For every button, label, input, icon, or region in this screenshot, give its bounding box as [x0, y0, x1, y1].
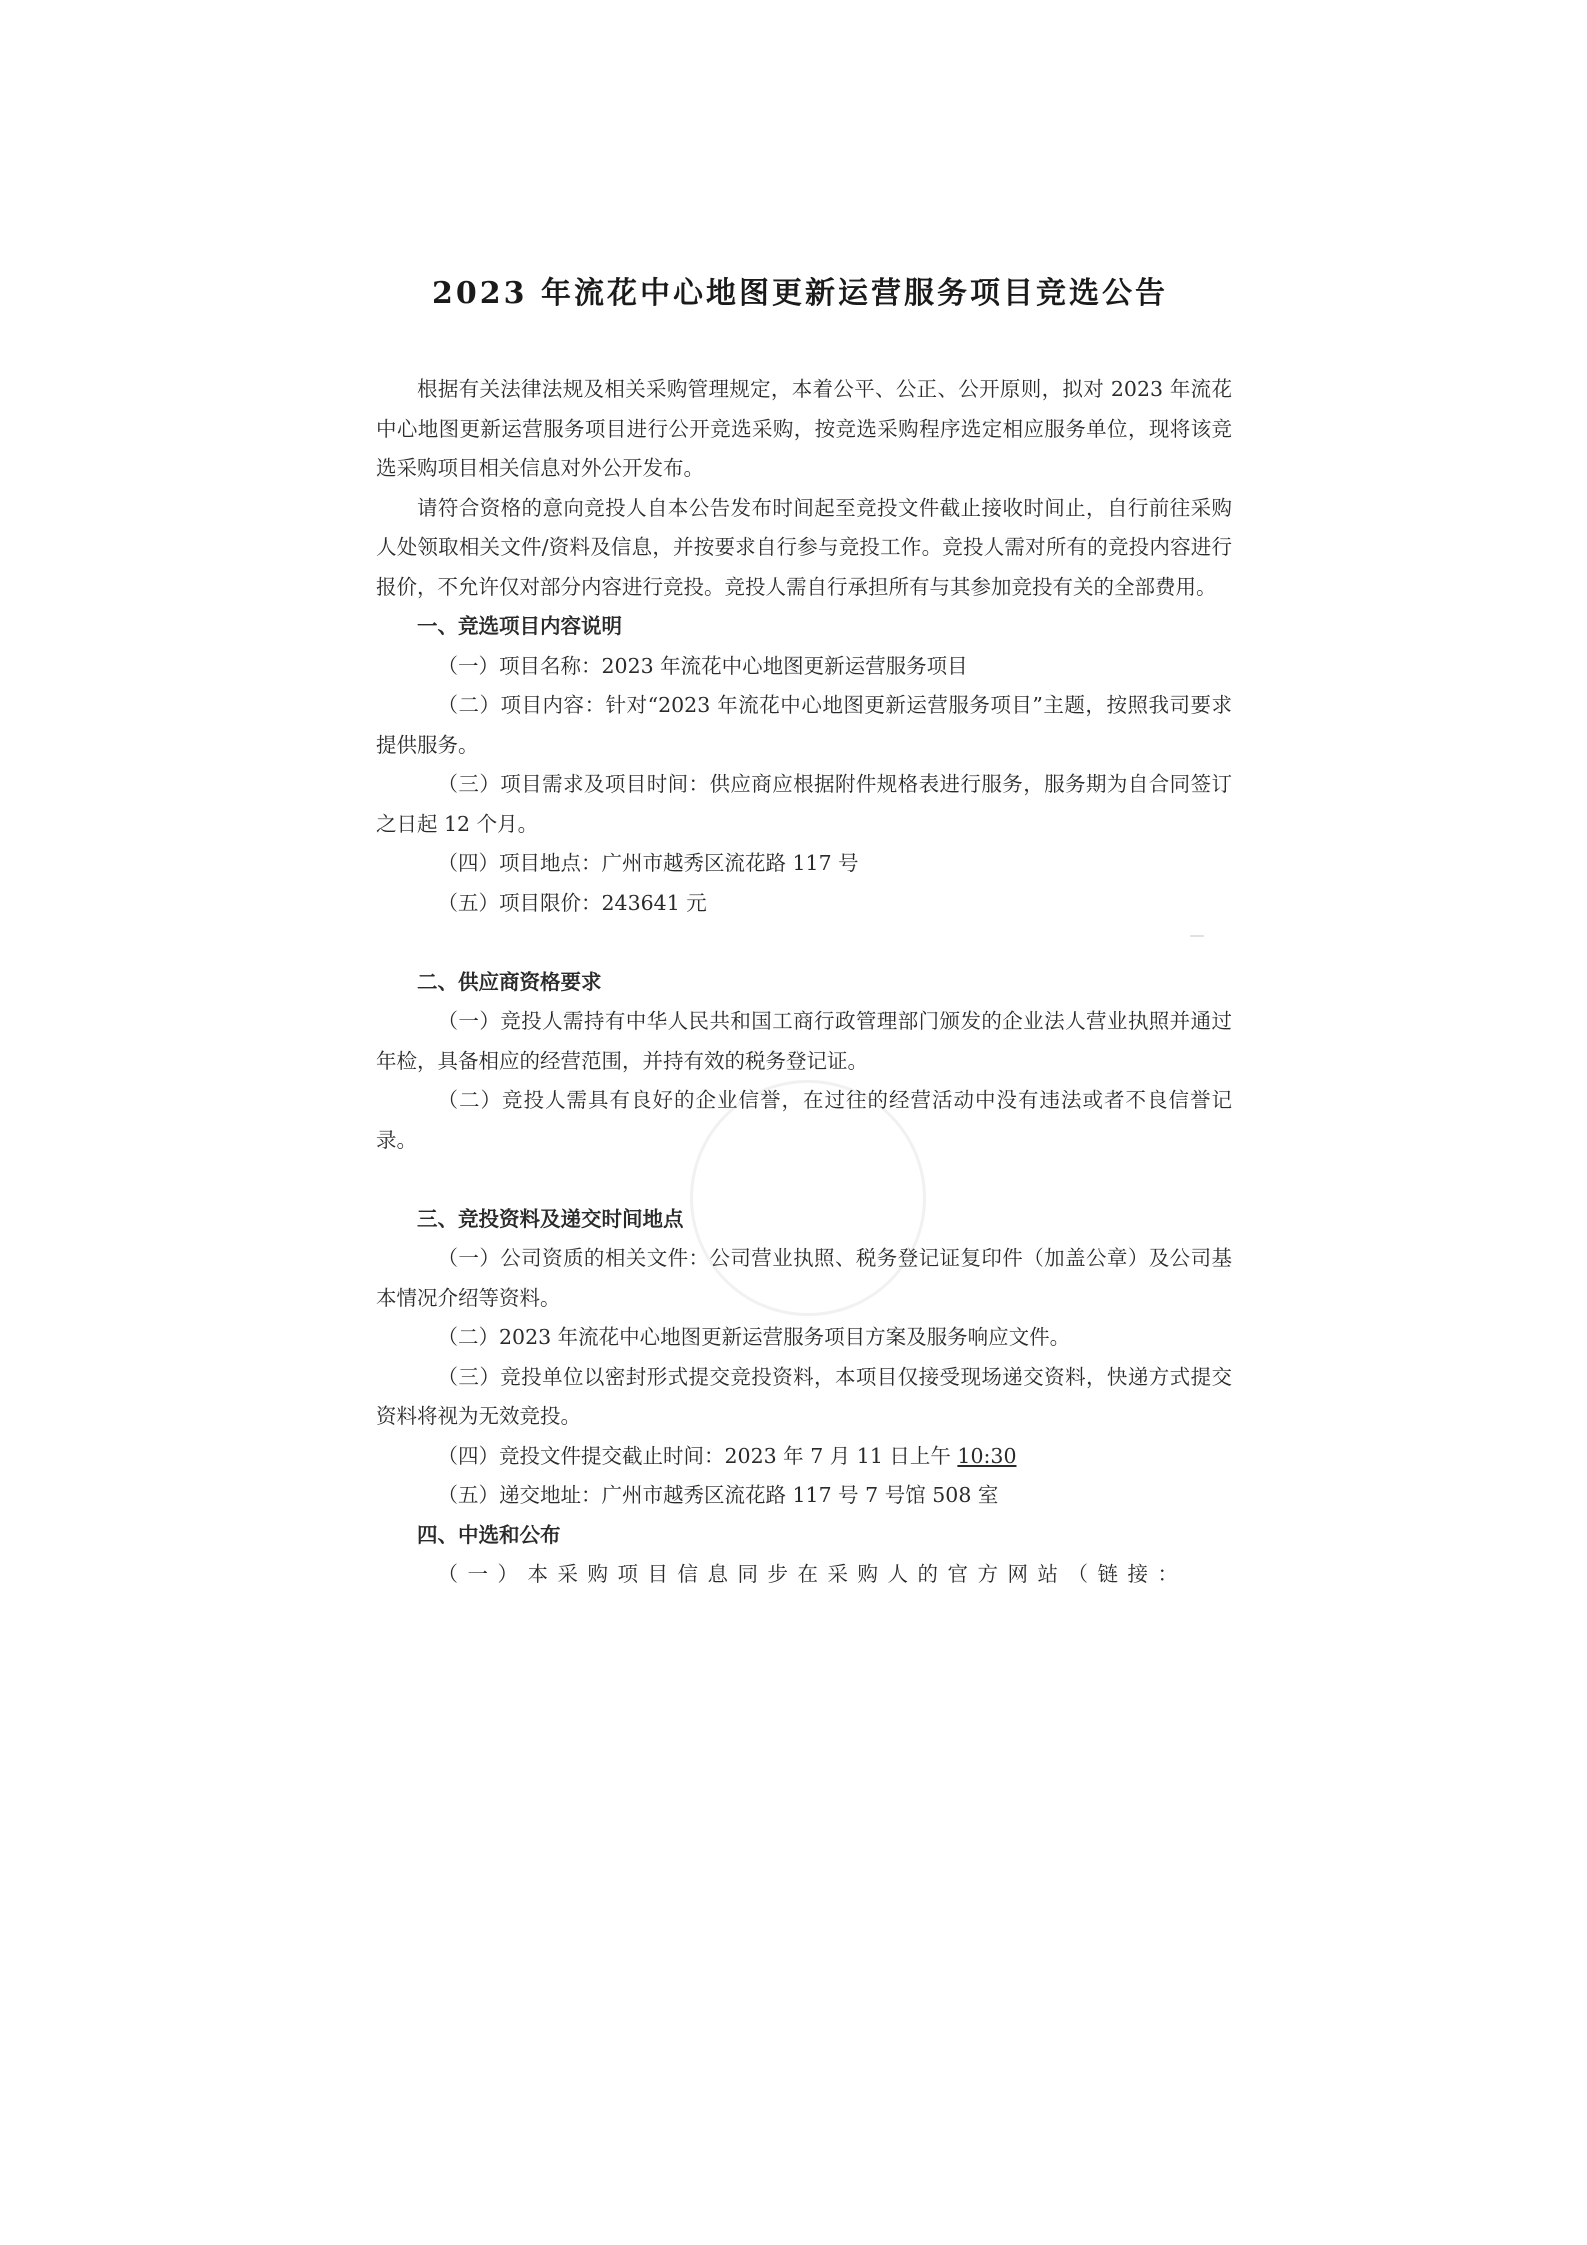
- section-3-heading: 三、竞投资料及递交时间地点: [417, 1206, 684, 1231]
- intro-paragraph-2: 请符合资格的意向竞投人自本公告发布时间起至竞投文件截止接收时间止，自行前往采购人处领取相关文件/资料及信息，并按要求自行参与竞投工作。竞投人需对所有的竞投内容进行报价，不允许仅对部分内容进行竞投。竞投人需自行承担所有与其参加竞投有关的全部费用。: [376, 495, 1232, 599]
- section-2-heading: 二、供应商资格要求: [417, 969, 602, 994]
- section-1-item-4: （四）项目地点：广州市越秀区流花路 117 号: [437, 851, 859, 875]
- spacer: [376, 923, 1232, 963]
- section-1-item-3: （三）项目需求及项目时间：供应商应根据附件规格表进行服务，服务期为自合同签订之日起 12 个月。: [376, 772, 1232, 836]
- section-2-item-1: （一）竞投人需持有中华人民共和国工商行政管理部门颁发的企业法人营业执照并通过年检，具备相应的经营范围，并持有效的税务登记证。: [376, 1009, 1232, 1073]
- section-1-heading: 一、竞选项目内容说明: [417, 614, 622, 638]
- section-3-item-2: （二）2023 年流花中心地图更新运营服务项目方案及服务响应文件。: [437, 1325, 1071, 1349]
- section-4-item-1: （一）本采购项目信息同步在采购人的官方网站（链接：: [437, 1562, 1188, 1586]
- section-3-item-3: （三）竞投单位以密封形式提交竞投资料，本项目仅接受现场递交资料，快递方式提交资料将视为无效竞投。: [376, 1364, 1232, 1428]
- spacer: [376, 1160, 1232, 1200]
- section-3-item-5: （五）递交地址：广州市越秀区流花路 117 号 7 号馆 508 室: [437, 1483, 999, 1507]
- document-body: [376, 370, 1232, 1595]
- section-4-heading: 四、中选和公布: [417, 1522, 561, 1547]
- section-1-item-5: （五）项目限价：243641 元: [437, 890, 707, 915]
- section-1-item-2: （二）项目内容：针对“2023 年流花中心地图更新运营服务项目”主题，按照我司要求提供服务。: [376, 693, 1232, 757]
- deadline-prefix: （四）竞投文件提交截止时间：2023 年 7 月 11 日上午: [437, 1443, 958, 1468]
- document-title: 2023 年流花中心地图更新运营服务项目竞选公告: [432, 276, 1168, 311]
- deadline-time: 10:30: [957, 1443, 1017, 1468]
- section-1-item-1: （一）项目名称：2023 年流花中心地图更新运营服务项目: [437, 653, 968, 678]
- intro-paragraph-1: 根据有关法律法规及相关采购管理规定，本着公平、公正、公开原则，拟对 2023 年流花中心地图更新运营服务项目进行公开竞选采购，按竞选采购程序选定相应服务单位，现将该竞选采购项目相关信息对外公开发布。: [376, 377, 1232, 480]
- section-3-item-4: [376, 1437, 1232, 1477]
- section-3-item-1: （一）公司资质的相关文件：公司营业执照、税务登记证复印件（加盖公章）及公司基本情况介绍等资料。: [376, 1246, 1232, 1310]
- section-2-item-2: （二）竞投人需具有良好的企业信誉，在过往的经营活动中没有违法或者不良信誉记录。: [376, 1088, 1232, 1152]
